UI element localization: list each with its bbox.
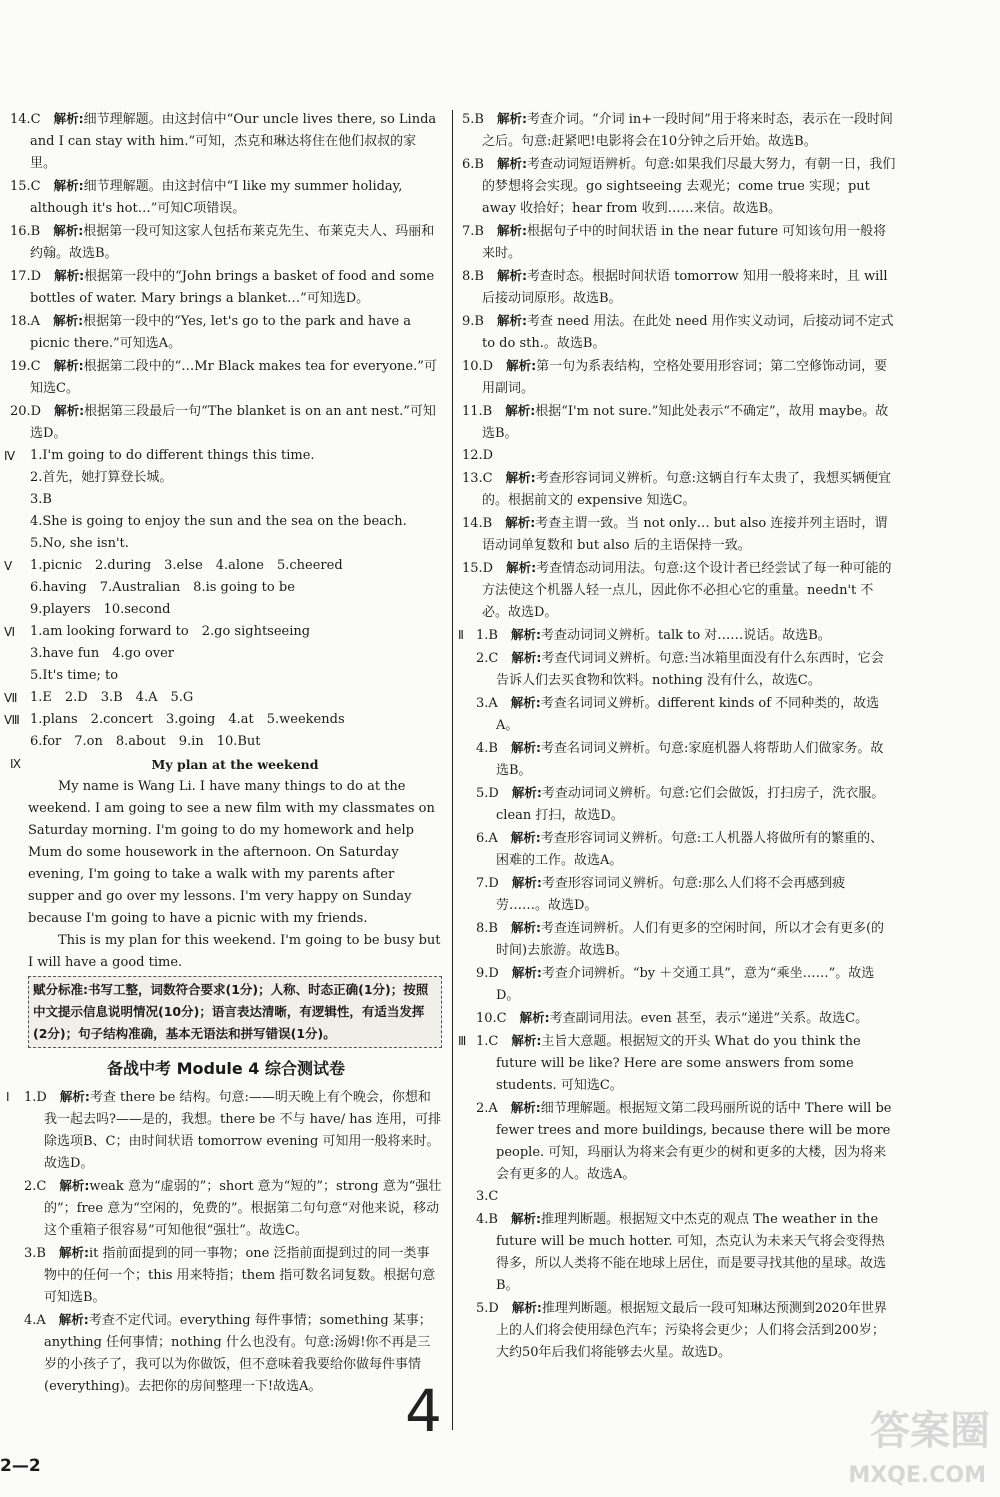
answer-text: 2.A 解析:细节理解题。根据短文第二段玛丽所说的话中 There will be fewer trees and more buildings, because there will be more people. 可知，玛丽认为将来会有更少的树和更多的大楼，因为将来会有更多的人。故选A。 <box>476 1100 892 1182</box>
answer-text: 8.B 解析:考查连词辨析。人们有更多的空闲时间，所以才会有更多(的时间)去旅游。故选B。 <box>476 920 885 958</box>
answer-text: 7.D 解析:考查形容词词义辨析。句意:那么人们将不会再感到疲劳……。故选D。 <box>476 875 846 913</box>
answer-item: 15.D 解析:考查情态动词用法。句意:这个设计者已经尝试了每一种可能的方法使这个机器人轻一点儿，因此你不必担心它的重量。needn't 不必。故选D。 <box>462 560 892 620</box>
section-roman: Ⅱ <box>458 628 464 642</box>
module-section-1 <box>6 1086 442 1398</box>
essay-paragraph-1: My name is Wang Li. I have many things to do at the weekend. I am going to see a new film with my classmates on Saturday morning. I'm going to do my homework and help Mum do some housework in the afternoon. On Saturday evening, I'm going to take a walk with my parents after supper and go over my lessons. I'm very happy on Sunday because I'm going to have a picnic with my friends. <box>28 779 435 926</box>
answer-line <box>10 467 442 489</box>
answer-item: 17.D 解析:根据第一段中的“John brings a basket of food and some bottles of water. Mary brings a blanket…”可知选D。 <box>10 268 435 306</box>
answer-item: 16.B 解析:根据第一段可知这家人包括布莱克先生、布莱克夫人、玛丽和约翰。故选B。 <box>10 223 435 261</box>
answers-5-15 <box>462 108 896 624</box>
answer-line <box>4 687 442 709</box>
answer-item <box>462 1097 896 1186</box>
section-7 <box>4 687 442 709</box>
section-roman: Ⅵ <box>4 625 16 639</box>
section-roman: Ⅰ <box>6 1090 10 1104</box>
section-roman: Ⅸ <box>10 757 22 771</box>
page-number: 2—2 <box>0 1456 41 1476</box>
answer-text: 3.B <box>30 492 52 507</box>
answer-item: 11.B 解析:根据“I'm not sure.”知此处表示“不确定”，故用 maybe。故选B。 <box>462 403 889 441</box>
answer-line <box>10 599 442 621</box>
answer-text: 6.A 解析:考查形容词词义辨析。句意:工人机器人将做所有的繁重的、困难的工作。故选A。 <box>476 830 884 868</box>
section-5 <box>4 555 442 621</box>
module-section-2 <box>458 624 896 1030</box>
answer-line <box>10 511 442 533</box>
section-9-essay <box>10 753 442 1048</box>
answer-text: 3.B 解析:it 指前面提到的同一事物；one 泛指前面提到过的同一类事物中的任何一个；this 用来特指；them 指可数名词复数。根据句意可知选B。 <box>24 1245 436 1305</box>
answer-item <box>10 1309 442 1398</box>
answer-item: 5.B 解析:考查介词。“介词 in+一段时间”用于将来时态，表示在一段时间之后。句意:赶紧吧!电影将会在10分钟之后开始。故选B。 <box>462 111 893 149</box>
answer-item: 10.D 解析:第一句为系表结构，空格处要用形容词；第二空修饰动词，要用副词。 <box>462 358 888 396</box>
answer-text: 3.have fun 4.go over <box>30 646 175 661</box>
answer-item <box>10 1175 442 1242</box>
answer-text: 6.for 7.on 8.about 9.in 10.But <box>30 734 261 749</box>
answers-14-20 <box>10 108 442 445</box>
answer-item: 19.C 解析:根据第二段中的“…Mr Black makes tea for everyone.”可知选C。 <box>10 358 437 396</box>
answer-item <box>462 737 896 782</box>
answer-item <box>10 1242 442 1309</box>
answer-item: 13.C 解析:考查形容词词义辨析。句意:这辆自行车太贵了，我想买辆便宜的。根据前文的 expensive 知选C。 <box>462 470 892 508</box>
answer-text: 2.C 解析:考查代词词义辨析。句意:当冰箱里面没有什么东西时，它会告诉人们去买食物和饮料。nothing 没有什么，故选C。 <box>476 650 884 688</box>
answer-line <box>10 533 442 555</box>
answer-item <box>458 1030 896 1097</box>
answer-item <box>462 827 896 872</box>
answer-text: 9.D 解析:考查介词辨析。“by ＋交通工具”，意为“乘坐……”。故选D。 <box>476 965 875 1003</box>
answer-item: 9.B 解析:考查 need 用法。在此处 need 用作实义动词，后接动词不定式 to do sth.。故选B。 <box>462 313 894 351</box>
answer-text: 2.C 解析:weak 意为“虚弱的”；short 意为“短的”；strong 意为“强壮的”；free 意为“空闲的，免费的”。根据第二句句意“对他来说，移动这个重箱子很容易”可知他很“强壮”。故选C。 <box>24 1178 442 1238</box>
section-roman: Ⅶ <box>4 691 18 705</box>
answer-text: 10.C 解析:考查副词用法。even 甚至，表示“递进”关系。故选C。 <box>476 1010 869 1026</box>
answer-line <box>4 709 442 731</box>
answer-item: 7.B 解析:根据句子中的时间状语 in the near future 可知该句用一般将来时。 <box>462 223 887 261</box>
answer-item <box>462 1208 896 1297</box>
essay-title: My plan at the weekend <box>151 757 319 772</box>
answer-text: 1.am looking forward to 2.go sightseeing <box>30 624 311 639</box>
answer-item <box>462 647 896 692</box>
answer-item: 14.C 解析:细节理解题。由这封信中“Our uncle lives there, so Linda and I can stay with him.”可知，杰克和琳达将住在他们叔叔的家里。 <box>10 111 437 171</box>
answer-text: 2.首先，她打算登长城。 <box>30 470 173 485</box>
answer-text: 4.B 解析:考查名词词义辨析。句意:家庭机器人将帮助人们做家务。故选B。 <box>476 740 884 778</box>
answer-line <box>10 665 442 687</box>
section-8 <box>4 709 442 753</box>
answer-text: 5.It's time; to <box>30 668 119 683</box>
answer-item: 8.B 解析:考查时态。根据时间状语 tomorrow 知用一般将来时，且 will 后接动词原形。故选B。 <box>462 268 888 306</box>
watermark-logo: 答案圈 <box>870 1408 990 1454</box>
answer-item <box>6 1086 442 1175</box>
right-column <box>458 108 896 1364</box>
section-6 <box>4 621 442 687</box>
answer-line <box>10 489 442 511</box>
answer-text: 5.D 解析:考查动词词义辨析。句意:它们会做饭，打扫房子，洗衣服。clean 打扫，故选D。 <box>476 785 885 823</box>
answer-item <box>462 1007 896 1030</box>
answer-text: 1.E 2.D 3.B 4.A 5.G <box>30 690 194 705</box>
answer-line <box>10 731 442 753</box>
column-divider <box>452 110 453 1430</box>
answer-text: 4.A 解析:考查不定代词。everything 每件事情；something 某事；anything 任何事情；nothing 什么也没有。句意:汤姆!你不再是三岁的小孩子了，我可以为你做饭，但不意味着我要给你做每件事情(everything)。去把你的房间整理一下!故选A。 <box>24 1312 432 1394</box>
answer-text: 4.B 解析:推理判断题。根据短文中杰克的观点 The weather in the future will be much hotter. 可知，杰克认为未来天气将会变得热得多，所以人类将不能在地球上居住，而是要寻找其他的星球。故选B。 <box>476 1211 887 1293</box>
section-4 <box>4 445 442 555</box>
answer-item <box>458 624 896 647</box>
answer-text: 3.C <box>476 1189 499 1204</box>
answer-text: 1.I'm going to do different things this time. <box>30 448 315 463</box>
answer-item <box>462 782 896 827</box>
answer-item <box>462 1297 896 1364</box>
watermark-site: MXQE.COM <box>848 1463 986 1488</box>
essay-paragraph-2: This is my plan for this weekend. I'm going to be busy but I will have a good time. <box>28 933 441 970</box>
answer-item <box>462 692 896 737</box>
answer-text: 4.She is going to enjoy the sun and the sea on the beach. <box>30 514 407 529</box>
answer-item <box>462 872 896 917</box>
answer-item: 20.D 解析:根据第三段最后一句“The blanket is on an ant nest.”可知选D。 <box>10 403 436 441</box>
answer-text: 1.B 解析:考查动词词义辨析。talk to 对……说话。故选B。 <box>476 627 831 643</box>
answer-item: 12.D <box>462 448 494 463</box>
answer-text: 5.D 解析:推理判断题。根据短文最后一段可知琳达预测到2020年世界上的人们将会使用绿色汽车；污染将会更少；人们将会活到200岁；大约50年后我们将能够去火星。故选D。 <box>476 1300 887 1360</box>
answer-line <box>4 555 442 577</box>
section-roman: Ⅴ <box>4 559 13 573</box>
answer-line <box>4 621 442 643</box>
answer-text: 9.players 10.second <box>30 602 171 617</box>
answer-text: 6.having 7.Australian 8.is going to be <box>30 580 295 595</box>
handwritten-mark: 4 <box>405 1377 442 1445</box>
answer-line <box>10 643 442 665</box>
answer-item: 18.A 解析:根据第一段中的“Yes, let's go to the park and have a picnic there.”可知选A。 <box>10 313 412 351</box>
section-roman: Ⅷ <box>4 713 20 727</box>
answer-text: 3.A 解析:考查名词词义辨析。different kinds of 不同种类的，故选A。 <box>476 695 880 733</box>
section-roman: Ⅳ <box>4 449 16 463</box>
answer-text: 5.No, she isn't. <box>30 536 129 551</box>
answer-text: 1.plans 2.concert 3.going 4.at 5.weekends <box>30 712 345 727</box>
answer-item: 15.C 解析:细节理解题。由这封信中“I like my summer holiday, although it's hot…”可知C项错误。 <box>10 178 403 216</box>
answer-line <box>4 445 442 467</box>
answer-item <box>462 962 896 1007</box>
answer-item <box>462 1186 896 1208</box>
answer-item <box>462 917 896 962</box>
section-roman: Ⅲ <box>458 1034 467 1048</box>
answer-text: 1.C 解析:主旨大意题。根据短文的开头 What do you think the future will be like? Here are some answers from some students. 可知选C。 <box>476 1033 861 1093</box>
left-column <box>4 108 442 1398</box>
answer-text: 1.picnic 2.during 3.else 4.alone 5.cheered <box>30 558 343 573</box>
answer-line <box>10 577 442 599</box>
scoring-criteria: 赋分标准:书写工整，词数符合要求(1分)；人称、时态正确(1分)；按照中文提示信息说明情况(10分)；语言表达清晰，有逻辑性，有适当发挥(2分)；句子结构准确，基本无语法和拼写错误(1分)。 <box>28 976 442 1048</box>
answer-item: 6.B 解析:考查动词短语辨析。句意:如果我们尽最大努力，有朝一日，我们的梦想将会实现。go sightseeing 去观光；come true 实现；put away 收拾好；hear from 收到……来信。故选B。 <box>462 156 896 216</box>
answer-text: 1.D 解析:考查 there be 结构。句意:——明天晚上有个晚会，你想和我一起去吗?——是的，我想。there be 不与 have/ has 连用，可排除选项B、C；由时间状语 tomorrow evening 可知用一般将来时。故选D。 <box>24 1089 442 1171</box>
answer-item: 14.B 解析:考查主谓一致。当 not only… but also 连接并列主语时，谓语动词单复数和 but also 后的主语保持一致。 <box>462 515 888 553</box>
module-section-3 <box>458 1030 896 1364</box>
module-title: 备战中考 Module 4 综合测试卷 <box>107 1059 345 1078</box>
